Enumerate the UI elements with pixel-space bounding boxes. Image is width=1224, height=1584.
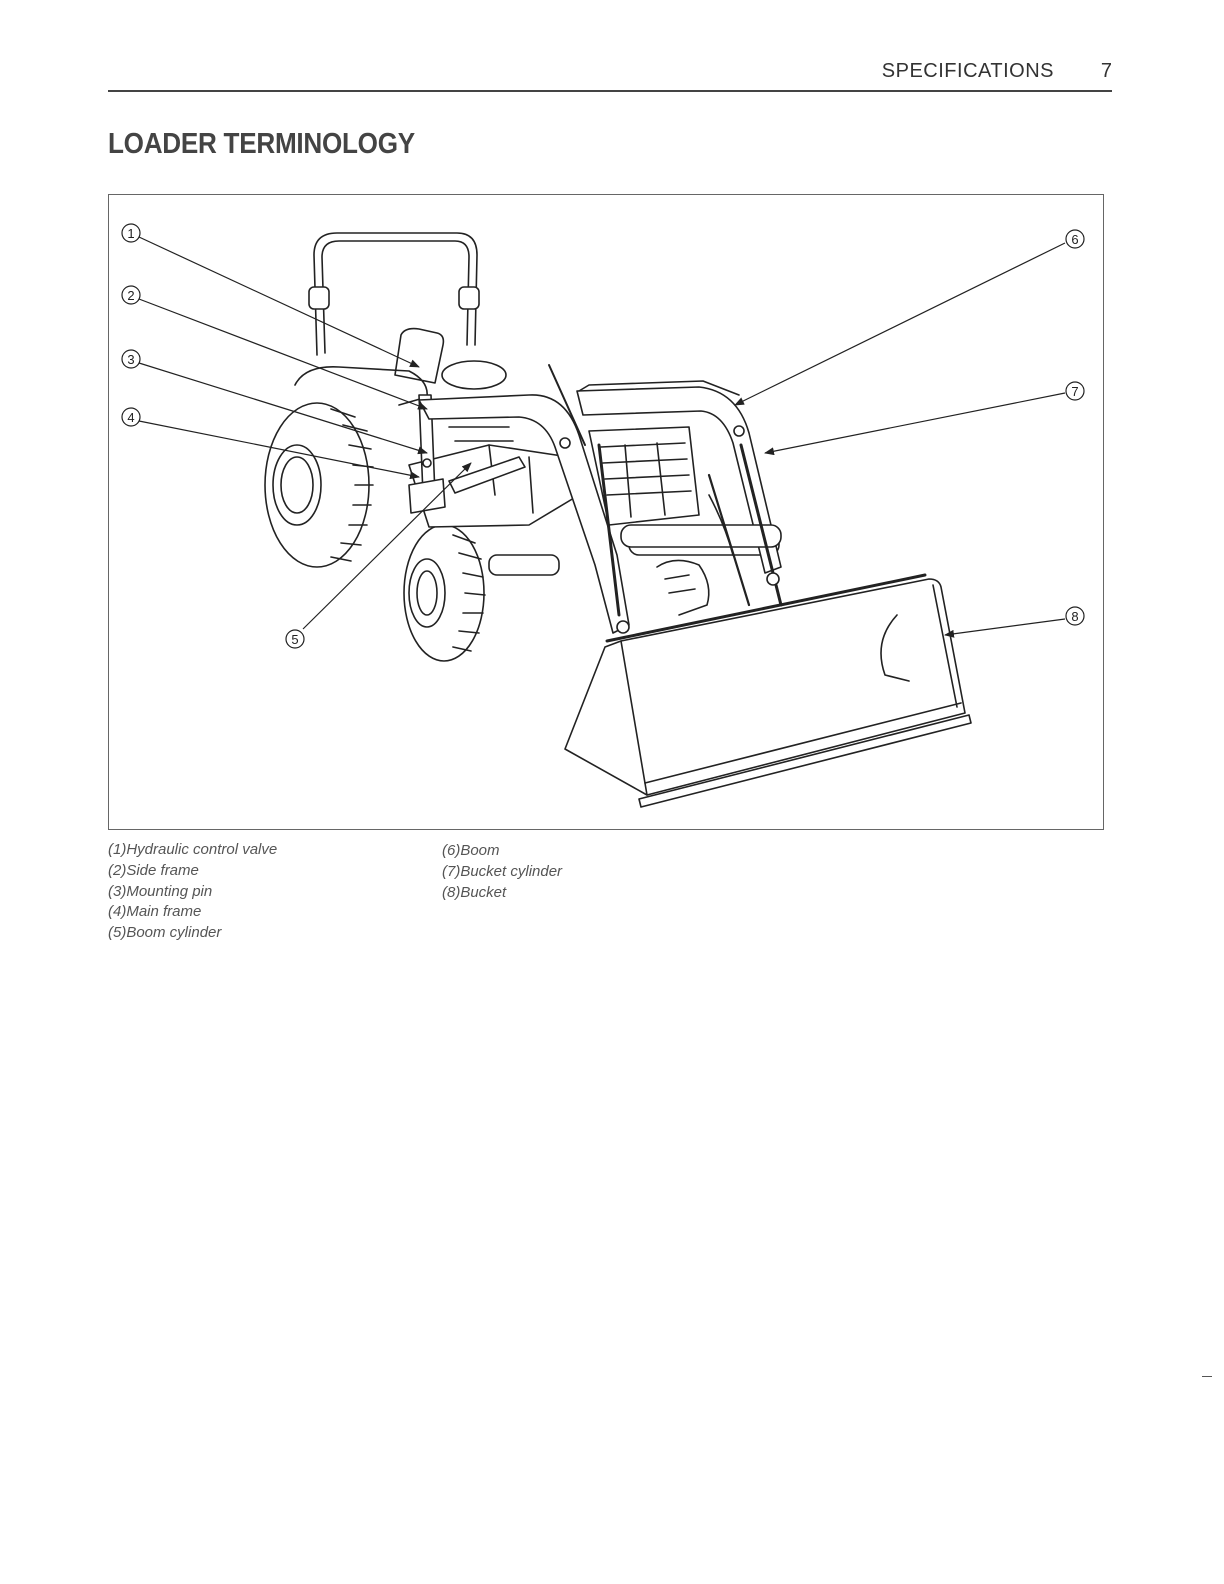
legend-item-bucket: (8)Bucket: [442, 883, 507, 901]
callout-1: [122, 224, 140, 242]
callout-8: [1066, 607, 1084, 625]
legend-item-mounting-pin: (3)Mounting pin: [108, 882, 213, 900]
page-number: 7: [1100, 60, 1112, 82]
callout-4: [122, 408, 140, 426]
callout-6: [1066, 230, 1084, 248]
callout-label-3: 3: [127, 352, 135, 367]
page-header: [108, 58, 1112, 88]
callout-7: [1066, 382, 1084, 400]
legend-item-hydraulic-control-valve: (1)Hydraulic control valve: [108, 841, 278, 858]
legend-left-column: [108, 840, 277, 944]
callout-label-8: 8: [1071, 609, 1079, 624]
callout-label-5: 5: [291, 632, 299, 647]
callout-label-6: 6: [1071, 232, 1079, 247]
callout-label-4: 4: [127, 410, 135, 425]
tractor-loader-illustration: [109, 195, 1105, 831]
legend-right-column: [442, 841, 562, 903]
legend-item-bucket-cylinder: (7)Bucket cylinder: [442, 862, 563, 880]
page-title: LOADER TERMINOLOGY: [108, 128, 415, 160]
legend-item-boom: (6)Boom: [442, 842, 500, 859]
callout-label-1: 1: [127, 226, 135, 241]
loader-diagram-figure: [108, 194, 1104, 830]
callout-3: [122, 350, 140, 368]
header-rule: [108, 90, 1112, 92]
legend-item-main-frame: (4)Main frame: [108, 903, 202, 921]
callout-label-2: 2: [127, 288, 135, 303]
legend-item-boom-cylinder: (5)Boom cylinder: [108, 924, 222, 942]
section-name: SPECIFICATIONS: [881, 60, 1054, 82]
legend-item-side-frame: (2)Side frame: [108, 861, 199, 879]
scan-margin-mark: [1202, 1376, 1212, 1377]
callout-2: [122, 286, 140, 304]
callout-5: [286, 630, 304, 648]
callout-label-7: 7: [1071, 384, 1079, 399]
